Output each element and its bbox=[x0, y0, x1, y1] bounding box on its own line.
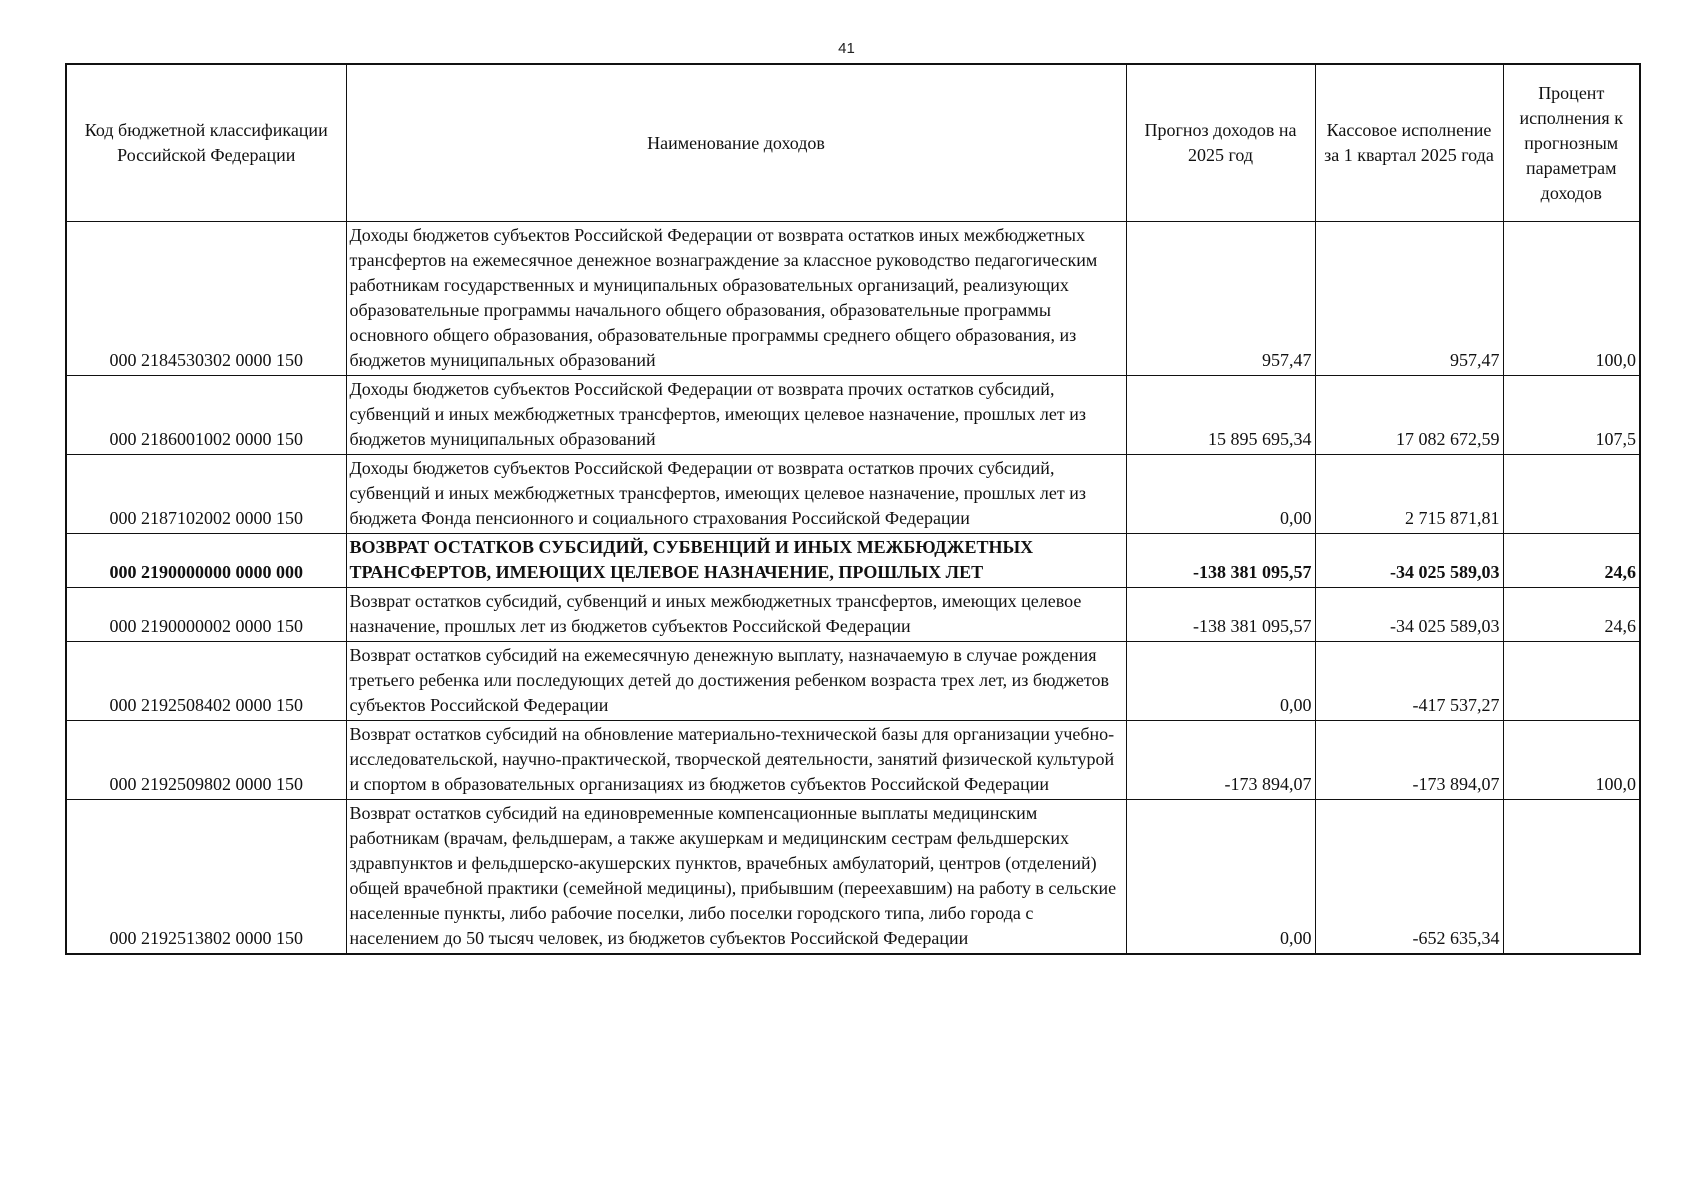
table-row bbox=[66, 222, 1640, 376]
cell-execution: -34 025 589,03 bbox=[1315, 534, 1503, 588]
cell-percent: 24,6 bbox=[1503, 534, 1640, 588]
cell-name: Доходы бюджетов субъектов Российской Федерации от возврата остатков прочих субсидий, субвенций и иных межбюджетных трансфертов, имеющих целевое назначение, прошлых лет из бюджета Фонда пенсионного и социального страхования Российской Федерации bbox=[346, 455, 1126, 534]
cell-percent bbox=[1503, 455, 1640, 534]
table-row-total bbox=[66, 534, 1640, 588]
table-row bbox=[66, 800, 1640, 955]
header-percent: Процент исполнения к прогнозным параметрам доходов bbox=[1503, 64, 1640, 222]
cell-execution: -652 635,34 bbox=[1315, 800, 1503, 955]
cell-code: 000 2192509802 0000 150 bbox=[66, 721, 346, 800]
cell-percent bbox=[1503, 642, 1640, 721]
cell-forecast: 957,47 bbox=[1126, 222, 1315, 376]
cell-name: Возврат остатков субсидий на единовременные компенсационные выплаты медицинским работникам (врачам, фельдшерам, а также акушеркам и медицинским сестрам фельдшерских здравпунктов и фельдшерско-акушерских пунктов, врачебных амбулаторий, центров (отделений) общей врачебной практики (семейной медицины), прибывшим (переехавшим) на работу в сельские населенные пункты, либо рабочие поселки, либо поселки городского типа, либо города с населением до 50 тысяч человек, из бюджетов субъектов Российской Федерации bbox=[346, 800, 1126, 955]
cell-code: 000 2192513802 0000 150 bbox=[66, 800, 346, 955]
cell-name: Доходы бюджетов субъектов Российской Федерации от возврата остатков иных межбюджетных трансфертов на ежемесячное денежное вознаграждение за классное руководство педагогическим работникам государственных и муниципальных образовательных организаций, реализующих образовательные программы начального общего образования, образовательные программы основного общего образования, образовательные программы среднего общего образования, из бюджетов муниципальных образований bbox=[346, 222, 1126, 376]
cell-forecast: -138 381 095,57 bbox=[1126, 534, 1315, 588]
cell-execution: -34 025 589,03 bbox=[1315, 588, 1503, 642]
cell-percent: 107,5 bbox=[1503, 376, 1640, 455]
cell-name: Доходы бюджетов субъектов Российской Федерации от возврата прочих остатков субсидий, субвенций и иных межбюджетных трансфертов, имеющих целевое назначение, прошлых лет из бюджетов муниципальных образований bbox=[346, 376, 1126, 455]
cell-name: Возврат остатков субсидий на ежемесячную денежную выплату, назначаемую в случае рождения третьего ребенка или последующих детей до достижения ребенком возраста трех лет, из бюджетов субъектов Российской Федерации bbox=[346, 642, 1126, 721]
cell-percent: 100,0 bbox=[1503, 222, 1640, 376]
cell-forecast: -173 894,07 bbox=[1126, 721, 1315, 800]
page-number: 41 bbox=[838, 40, 855, 57]
cell-name: Возврат остатков субсидий, субвенций и иных межбюджетных трансфертов, имеющих целевое назначение, прошлых лет из бюджетов субъектов Российской Федерации bbox=[346, 588, 1126, 642]
table-row bbox=[66, 642, 1640, 721]
cell-forecast: 0,00 bbox=[1126, 800, 1315, 955]
cell-code: 000 2184530302 0000 150 bbox=[66, 222, 346, 376]
cell-execution: -173 894,07 bbox=[1315, 721, 1503, 800]
table-row bbox=[66, 588, 1640, 642]
table-header-row bbox=[66, 64, 1640, 222]
cell-percent: 24,6 bbox=[1503, 588, 1640, 642]
header-code: Код бюджетной классификации Российской Федерации bbox=[66, 64, 346, 222]
cell-execution: 2 715 871,81 bbox=[1315, 455, 1503, 534]
cell-name: ВОЗВРАТ ОСТАТКОВ СУБСИДИЙ, СУБВЕНЦИЙ И ИНЫХ МЕЖБЮДЖЕТНЫХ ТРАНСФЕРТОВ, ИМЕЮЩИХ ЦЕЛЕВОЕ НАЗНАЧЕНИЕ, ПРОШЛЫХ ЛЕТ bbox=[346, 534, 1126, 588]
header-execution: Кассовое исполнение за 1 квартал 2025 года bbox=[1315, 64, 1503, 222]
cell-percent bbox=[1503, 800, 1640, 955]
cell-code: 000 2190000000 0000 000 bbox=[66, 534, 346, 588]
cell-code: 000 2186001002 0000 150 bbox=[66, 376, 346, 455]
cell-execution: 957,47 bbox=[1315, 222, 1503, 376]
table-row bbox=[66, 376, 1640, 455]
cell-code: 000 2187102002 0000 150 bbox=[66, 455, 346, 534]
cell-code: 000 2192508402 0000 150 bbox=[66, 642, 346, 721]
table-row bbox=[66, 455, 1640, 534]
cell-forecast: 0,00 bbox=[1126, 642, 1315, 721]
cell-forecast: -138 381 095,57 bbox=[1126, 588, 1315, 642]
cell-percent: 100,0 bbox=[1503, 721, 1640, 800]
cell-name: Возврат остатков субсидий на обновление материально-технической базы для организации учебно-исследовательской, научно-практической, творческой деятельности, занятий физической культурой и спортом в образовательных организациях из бюджетов субъектов Российской Федерации bbox=[346, 721, 1126, 800]
header-forecast: Прогноз доходов на 2025 год bbox=[1126, 64, 1315, 222]
table-row bbox=[66, 721, 1640, 800]
cell-forecast: 0,00 bbox=[1126, 455, 1315, 534]
cell-forecast: 15 895 695,34 bbox=[1126, 376, 1315, 455]
cell-execution: -417 537,27 bbox=[1315, 642, 1503, 721]
cell-code: 000 2190000002 0000 150 bbox=[66, 588, 346, 642]
cell-execution: 17 082 672,59 bbox=[1315, 376, 1503, 455]
header-name: Наименование доходов bbox=[346, 64, 1126, 222]
budget-income-table bbox=[65, 63, 1641, 955]
